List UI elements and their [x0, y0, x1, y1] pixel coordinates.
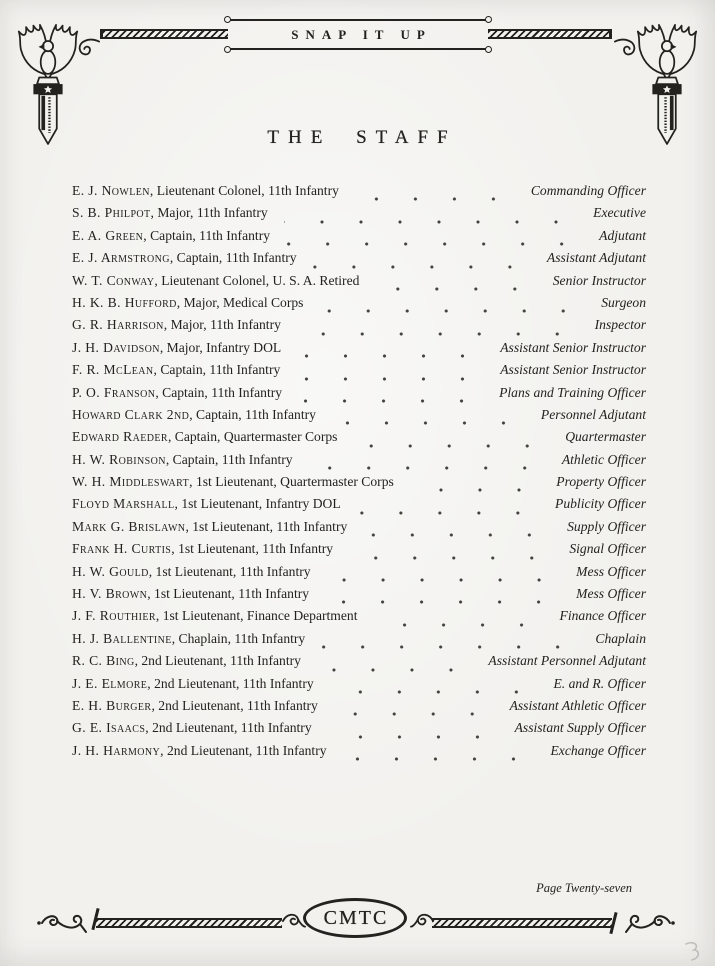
staff-name-rank — [72, 519, 347, 535]
staff-name: Floyd Marshall — [72, 496, 175, 512]
staff-name-rank — [72, 362, 280, 378]
staff-name-rank — [72, 340, 281, 356]
staff-row — [72, 653, 646, 675]
leader-dots — [375, 281, 542, 295]
cartouche-curl-icon — [485, 16, 492, 23]
staff-rank-unit: , 1st Lieutenant, Quartermaster Corps — [189, 474, 394, 490]
staff-name-rank — [72, 183, 339, 199]
leader-dots — [284, 214, 584, 228]
staff-rank-unit: , Captain, 11th Infantry — [155, 384, 283, 400]
leader-dots — [349, 550, 559, 564]
leader-dots — [334, 706, 500, 720]
staff-name: E. J. Armstrong — [72, 250, 170, 266]
staff-row — [72, 228, 646, 250]
staff-name: W. H. Middleswart — [72, 474, 190, 490]
staff-name-rank — [72, 205, 268, 221]
staff-position: Plans and Training Officer — [499, 384, 646, 400]
staff-position: Chaplain — [595, 630, 646, 646]
staff-name-rank — [72, 317, 281, 333]
leader-dots — [330, 684, 544, 698]
staff-rank-unit: , 1st Lieutenant, 11th Infantry — [147, 586, 310, 602]
staff-rank-unit: , 1st Lieutenant, Finance Department — [155, 608, 358, 624]
staff-row — [72, 317, 646, 339]
page-title: THE STAFF — [267, 127, 457, 148]
leader-dots — [321, 639, 585, 653]
staff-name-rank — [72, 429, 337, 445]
staff-rank-unit: , Captain, 11th Infantry — [153, 362, 281, 378]
staff-rank-unit: , 1st Lieutenant, 11th Infantry — [185, 518, 348, 534]
staff-name: E. A. Green — [72, 227, 144, 243]
leader-dots — [327, 572, 567, 586]
staff-position: Signal Officer — [569, 541, 646, 557]
scroll-flourish-icon — [624, 908, 676, 938]
staff-rank-unit: , 2nd Lieutenant, 11th Infantry — [134, 653, 301, 669]
staff-position: Property Officer — [556, 474, 646, 490]
staff-position: E. and R. Officer — [553, 675, 646, 691]
staff-rank-unit: , 2nd Lieutenant, 11th Infantry — [145, 720, 312, 736]
leader-dots — [410, 482, 546, 496]
scroll-flourish-icon — [36, 908, 88, 938]
staff-rank-unit: , 2nd Lieutenant, 11th Infantry — [151, 697, 318, 713]
staff-rank-unit: , Major, Medical Corps — [176, 294, 304, 310]
staff-row — [72, 631, 646, 653]
staff-name-rank — [72, 228, 270, 244]
staff-rank-unit: , Captain, 11th Infantry — [165, 451, 293, 467]
leader-dots — [363, 527, 557, 541]
staff-row — [72, 720, 646, 742]
leader-dots — [357, 505, 545, 519]
staff-position: Mess Officer — [576, 586, 646, 602]
staff-name-rank — [72, 496, 341, 512]
staff-row — [72, 183, 646, 205]
banner-rule-left — [100, 29, 228, 39]
leader-dots — [343, 751, 541, 765]
leader-dots — [313, 259, 537, 273]
leader-dots — [353, 438, 555, 452]
staff-name-rank — [72, 564, 311, 580]
scroll-curl-icon — [76, 36, 100, 60]
staff-name: F. R. McLean — [72, 362, 154, 378]
staff-position: Commanding Officer — [530, 183, 646, 198]
staff-position: Publicity Officer — [555, 496, 646, 512]
staff-name: E. J. Nowlen — [72, 183, 150, 198]
staff-name-rank — [72, 474, 394, 490]
staff-name: R. C. Bing — [72, 653, 135, 669]
staff-position: Quartermaster — [565, 429, 646, 445]
staff-name: J. F. Routhier — [72, 608, 156, 624]
staff-position: Assistant Senior Instructor — [500, 362, 646, 378]
staff-name-rank — [72, 586, 309, 602]
staff-name: S. B. Philpot — [72, 205, 151, 221]
staff-row — [72, 519, 646, 541]
staff-name: Frank H. Curtis — [72, 541, 172, 557]
staff-name: H. J. Ballentine — [72, 630, 172, 646]
staff-position: Exchange Officer — [550, 742, 646, 758]
cartouche-curl-icon — [485, 46, 492, 53]
staff-row — [72, 385, 646, 407]
staff-name-rank — [72, 698, 318, 714]
staff-row — [72, 362, 646, 384]
leader-dots — [298, 393, 489, 407]
staff-name: J. E. Elmore — [72, 675, 148, 691]
staff-name-rank — [72, 452, 293, 468]
staff-position: Assistant Personnel Adjutant — [488, 653, 646, 669]
staff-row — [72, 541, 646, 563]
leader-dots — [317, 662, 478, 676]
banner-text: SNAP IT UP — [291, 26, 432, 42]
staff-name-rank — [72, 385, 282, 401]
staff-name: G. E. Isaacs — [72, 720, 146, 736]
header-banner — [228, 19, 488, 50]
staff-rank-unit: , 1st Lieutenant, Infantry DOL — [174, 496, 341, 512]
staff-row — [72, 586, 646, 608]
staff-row — [72, 474, 646, 496]
staff-name: E. H. Burger — [72, 697, 152, 713]
leader-dots — [297, 348, 490, 362]
staff-roster — [72, 183, 646, 765]
staff-rank-unit: , Chaplain, 11th Infantry — [171, 630, 306, 646]
staff-name-rank — [72, 720, 312, 736]
staff-rank-unit: , Captain, Quartermaster Corps — [167, 429, 338, 445]
staff-position: Personnel Adjutant — [540, 406, 646, 422]
scroll-curl-icon — [614, 36, 638, 60]
staff-position: Assistant Senior Instructor — [500, 339, 646, 355]
leader-dots — [319, 303, 591, 317]
staff-name: H. W. Gould — [72, 563, 149, 579]
staff-name: G. R. Harrison — [72, 317, 164, 333]
leader-dots — [328, 729, 505, 743]
staff-name-rank — [72, 273, 359, 289]
staff-rank-unit: , Lieutenant Colonel, U. S. A. Retired — [154, 272, 360, 288]
cmtc-monogram-text: CMTC — [323, 906, 389, 929]
footer-rule-left — [96, 918, 282, 928]
staff-rank-unit: , 2nd Lieutenant, 11th Infantry — [160, 742, 327, 758]
footer-rule-right — [432, 918, 612, 928]
scroll-curl-icon — [410, 910, 434, 934]
staff-name-rank — [72, 743, 327, 759]
staff-position: Finance Officer — [559, 608, 646, 624]
page-number: Page Twenty-seven — [536, 881, 632, 895]
staff-name: Edward Raeder — [72, 429, 168, 445]
staff-rank-unit: , 2nd Lieutenant, 11th Infantry — [147, 675, 314, 691]
staff-name: W. T. Conway — [72, 272, 155, 288]
staff-name-rank — [72, 608, 357, 624]
staff-position: Executive — [593, 205, 646, 221]
staff-rank-unit: , 1st Lieutenant, 11th Infantry — [171, 541, 334, 557]
leader-dots — [355, 191, 521, 205]
leader-dots — [309, 460, 552, 474]
cmtc-monogram — [303, 898, 407, 938]
staff-row — [72, 564, 646, 586]
staff-position: Mess Officer — [576, 563, 646, 579]
staff-row — [72, 452, 646, 474]
leader-dots — [325, 594, 566, 608]
staff-row — [72, 407, 646, 429]
staff-position: Assistant Adjutant — [546, 250, 646, 266]
staff-name-rank — [72, 653, 301, 669]
staff-position: Senior Instructor — [552, 272, 646, 288]
staff-rank-unit: , Major, Infantry DOL — [159, 339, 282, 355]
cartouche-curl-icon — [224, 46, 231, 53]
staff-name: H. K. B. Hufford — [72, 294, 177, 310]
staff-row — [72, 295, 646, 317]
staff-rank-unit: , Lieutenant Colonel, 11th Infantry — [149, 183, 339, 198]
staff-position: Supply Officer — [567, 518, 646, 534]
staff-position: Assistant Athletic Officer — [509, 697, 646, 713]
leader-dots — [297, 326, 585, 340]
staff-name-rank — [72, 407, 316, 423]
staff-name: P. O. Franson — [72, 384, 156, 400]
staff-position: Surgeon — [601, 294, 646, 310]
staff-row — [72, 429, 646, 451]
staff-rank-unit: , Major, 11th Infantry — [150, 205, 268, 221]
staff-row — [72, 698, 646, 720]
staff-name: H. W. Robinson — [72, 451, 166, 467]
staff-rank-unit: , Major, 11th Infantry — [163, 317, 281, 333]
staff-position: Athletic Officer — [561, 451, 646, 467]
leader-dots — [286, 236, 589, 250]
cartouche-curl-icon — [224, 16, 231, 23]
staff-name: Mark G. Brislawn — [72, 518, 186, 534]
staff-row — [72, 676, 646, 698]
staff-row — [72, 743, 646, 765]
staff-rank-unit: , Captain, 11th Infantry — [169, 250, 297, 266]
banner-rule-right — [488, 29, 612, 39]
staff-name-rank — [72, 676, 314, 692]
staff-name-rank — [72, 295, 303, 311]
leader-dots — [332, 415, 531, 429]
staff-rank-unit: , Captain, 11th Infantry — [189, 406, 316, 422]
staff-name: J. H. Davidson — [72, 339, 160, 355]
staff-name: Howard Clark 2nd — [72, 406, 190, 422]
staff-name-rank — [72, 631, 305, 647]
scroll-curl-icon — [282, 910, 306, 934]
staff-row — [72, 608, 646, 630]
staff-position: Assistant Supply Officer — [514, 720, 646, 736]
staff-name-rank — [72, 541, 333, 557]
staff-position: Adjutant — [599, 227, 646, 243]
staff-row — [72, 340, 646, 362]
staff-position: Inspector — [594, 317, 646, 333]
staff-name: H. V. Brown — [72, 586, 148, 602]
staff-rank-unit: , Captain, 11th Infantry — [143, 227, 271, 243]
staff-row — [72, 496, 646, 518]
staff-row — [72, 205, 646, 227]
staff-rank-unit: , 1st Lieutenant, 11th Infantry — [148, 563, 311, 579]
staff-name-rank — [72, 250, 297, 266]
staff-row — [72, 250, 646, 272]
staff-name: J. H. Harmony — [72, 742, 161, 758]
leader-dots — [296, 371, 490, 385]
scan-smudge — [680, 938, 706, 964]
staff-row — [72, 273, 646, 295]
leader-dots — [373, 617, 549, 631]
